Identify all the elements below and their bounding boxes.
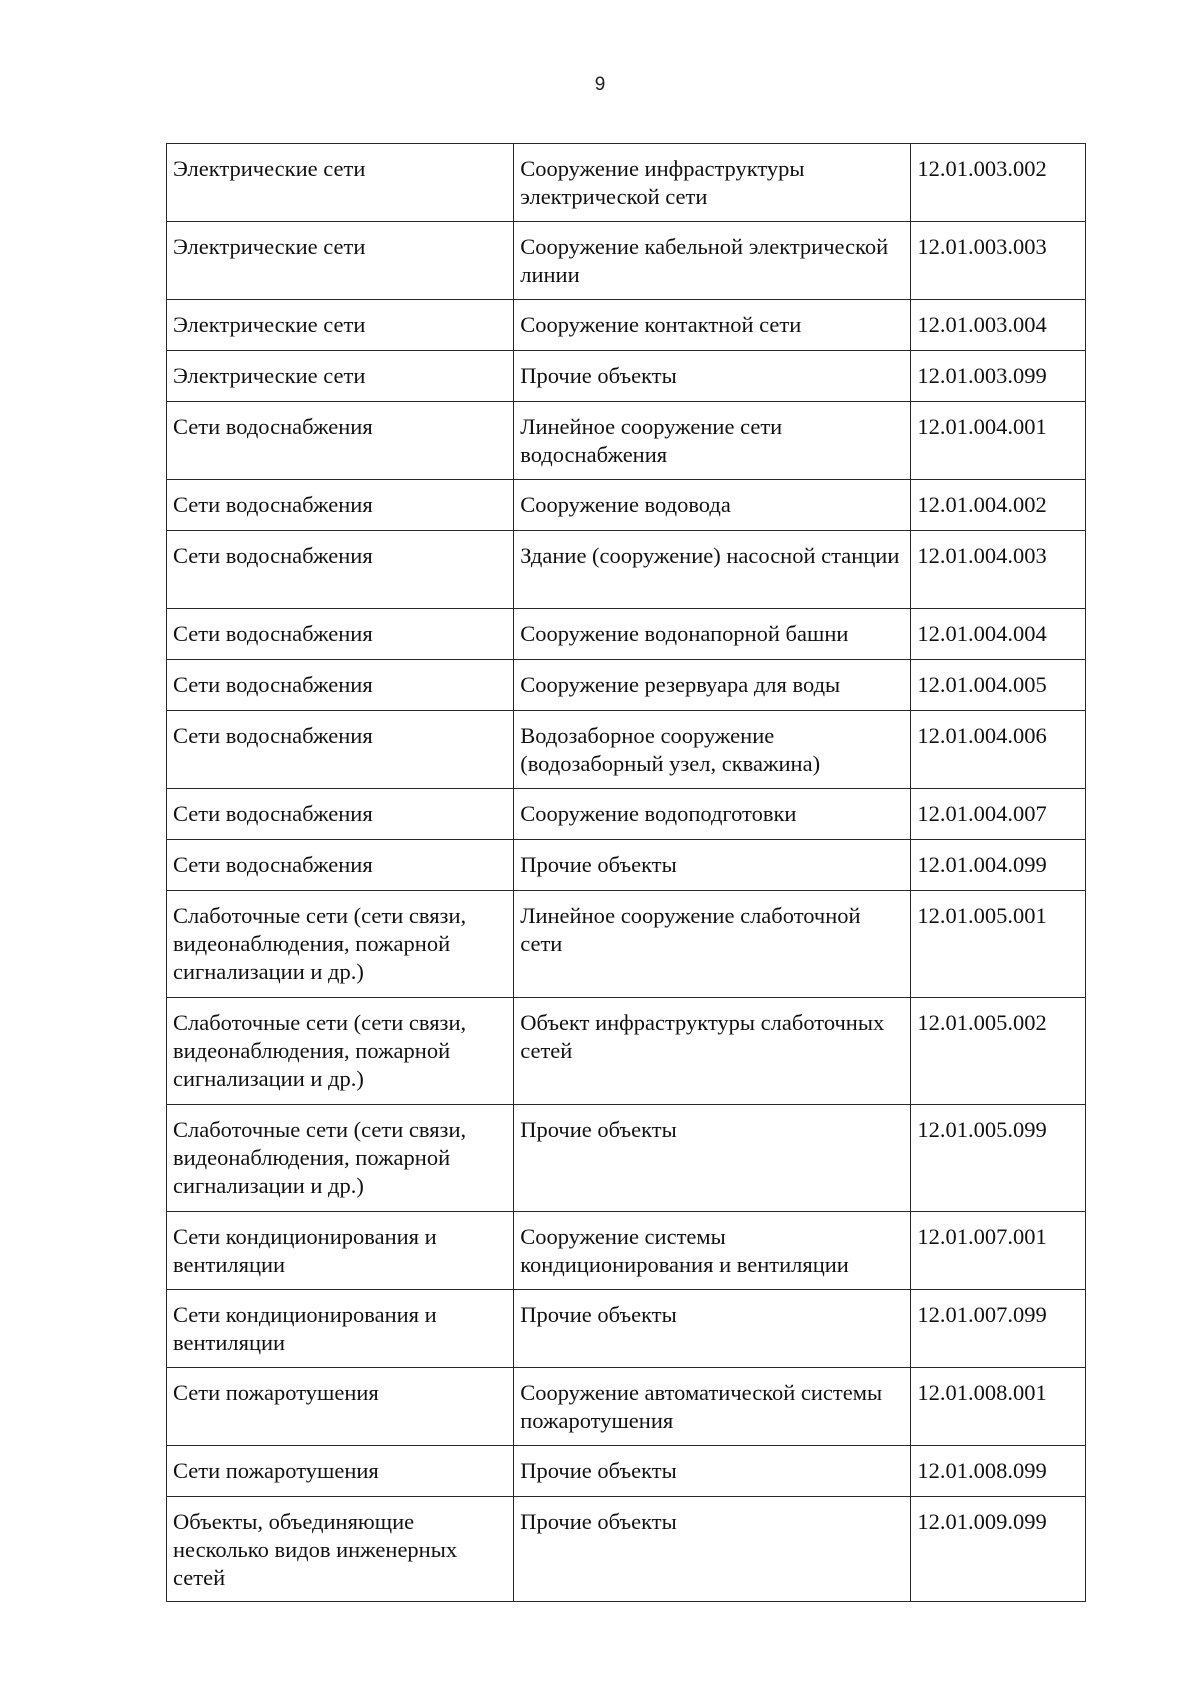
category-cell: Электрические сети [167,222,514,300]
object-cell: Сооружение водонапорной башни [514,609,911,660]
code-cell: 12.01.003.002 [911,144,1086,222]
code-cell: 12.01.008.001 [911,1368,1086,1446]
object-cell: Прочие объекты [514,1446,911,1497]
category-cell: Сети водоснабжения [167,789,514,840]
category-cell: Сети водоснабжения [167,531,514,609]
category-cell: Сети кондиционирования и вентиляции [167,1212,514,1290]
code-cell: 12.01.007.001 [911,1212,1086,1290]
table-row [167,1212,1086,1290]
object-cell: Водозаборное сооружение (водозаборный узел, скважина) [514,711,911,789]
table-row [167,1105,1086,1212]
table-row [167,711,1086,789]
object-cell: Сооружение кабельной электрической линии [514,222,911,300]
category-cell: Сети водоснабжения [167,609,514,660]
object-cell: Сооружение системы кондиционирования и вентиляции [514,1212,911,1290]
category-cell: Слаботочные сети (сети связи, видеонаблюдения, пожарной сигнализации и др.) [167,1105,514,1212]
object-cell: Сооружение автоматической системы пожаротушения [514,1368,911,1446]
code-cell: 12.01.005.001 [911,891,1086,998]
table-row [167,222,1086,300]
code-cell: 12.01.004.099 [911,840,1086,891]
table-row [167,660,1086,711]
table-row [167,1446,1086,1497]
page-number: 9 [594,74,606,95]
category-cell: Сети пожаротушения [167,1368,514,1446]
category-cell: Сети пожаротушения [167,1446,514,1497]
object-cell: Сооружение водоподготовки [514,789,911,840]
table-row [167,402,1086,480]
table-row [167,1497,1086,1602]
code-cell: 12.01.004.002 [911,480,1086,531]
code-cell: 12.01.007.099 [911,1290,1086,1368]
code-cell: 12.01.004.004 [911,609,1086,660]
table-row [167,609,1086,660]
code-cell: 12.01.004.005 [911,660,1086,711]
table-row [167,480,1086,531]
object-cell: Сооружение резервуара для воды [514,660,911,711]
table-row [167,789,1086,840]
table-row [167,891,1086,998]
code-cell: 12.01.003.004 [911,300,1086,351]
table-row [167,531,1086,609]
category-cell: Сети водоснабжения [167,840,514,891]
object-cell: Сооружение водовода [514,480,911,531]
classification-table [166,143,1086,1602]
category-cell: Сети водоснабжения [167,660,514,711]
table-row [167,144,1086,222]
code-cell: 12.01.003.099 [911,351,1086,402]
category-cell: Сети водоснабжения [167,402,514,480]
category-cell: Электрические сети [167,300,514,351]
code-cell: 12.01.003.003 [911,222,1086,300]
category-cell: Слаботочные сети (сети связи, видеонаблюдения, пожарной сигнализации и др.) [167,891,514,998]
code-cell: 12.01.004.001 [911,402,1086,480]
category-cell: Слаботочные сети (сети связи, видеонаблюдения, пожарной сигнализации и др.) [167,998,514,1105]
table-row [167,998,1086,1105]
object-cell: Прочие объекты [514,1290,911,1368]
code-cell: 12.01.009.099 [911,1497,1086,1602]
object-cell: Линейное сооружение слаботочной сети [514,891,911,998]
category-cell: Электрические сети [167,144,514,222]
code-cell: 12.01.005.002 [911,998,1086,1105]
category-cell: Сети водоснабжения [167,480,514,531]
category-cell: Сети водоснабжения [167,711,514,789]
code-cell: 12.01.004.003 [911,531,1086,609]
object-cell: Прочие объекты [514,1497,911,1602]
category-cell: Объекты, объединяющие несколько видов инженерных сетей [167,1497,514,1602]
table-row [167,1290,1086,1368]
code-cell: 12.01.008.099 [911,1446,1086,1497]
category-cell: Сети кондиционирования и вентиляции [167,1290,514,1368]
table-row [167,300,1086,351]
code-cell: 12.01.004.006 [911,711,1086,789]
object-cell: Сооружение инфраструктуры электрической сети [514,144,911,222]
object-cell: Здание (сооружение) насосной станции [514,531,911,609]
table-row [167,351,1086,402]
object-cell: Линейное сооружение сети водоснабжения [514,402,911,480]
code-cell: 12.01.005.099 [911,1105,1086,1212]
category-cell: Электрические сети [167,351,514,402]
table-row [167,1368,1086,1446]
object-cell: Прочие объекты [514,1105,911,1212]
object-cell: Прочие объекты [514,351,911,402]
table-row [167,840,1086,891]
object-cell: Сооружение контактной сети [514,300,911,351]
code-cell: 12.01.004.007 [911,789,1086,840]
object-cell: Прочие объекты [514,840,911,891]
object-cell: Объект инфраструктуры слаботочных сетей [514,998,911,1105]
